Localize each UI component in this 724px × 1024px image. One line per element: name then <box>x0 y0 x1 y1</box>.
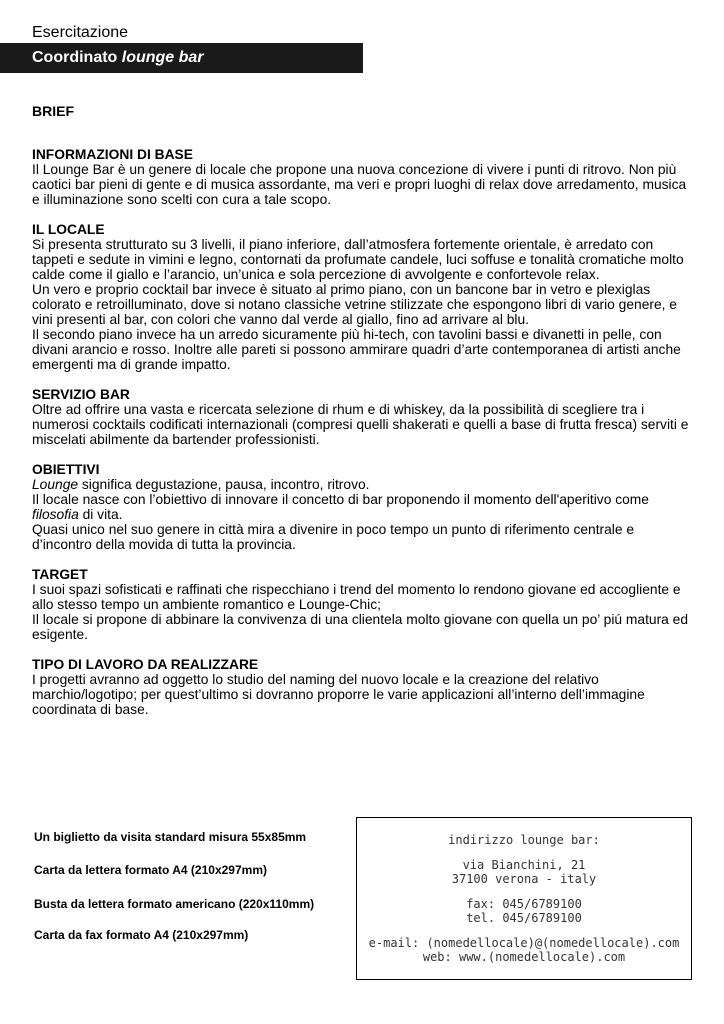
document-label: Esercitazione <box>32 24 129 41</box>
section-text <box>32 477 697 492</box>
section-text: I suoi spazi sofisticati e raffinati che rispecchiano i trend del momento lo rendono giovane ed accogliente e allo stesso tempo un ambiente romantico e Lounge-Chic; <box>32 582 681 612</box>
section-text: Il Lounge Bar è un genere di locale che propone una nuova concezione di vivere i punti di ritrovo. Non più caotici bar pieni di gente e di musica assordante, ma veri e propri luoghi di relax dove arredamento, musica e illuminazione sono scelti con cura a tale scopo. <box>32 162 687 207</box>
section-target <box>32 567 697 642</box>
italic-term: Lounge <box>32 477 79 492</box>
title-italic: lounge bar <box>121 49 204 66</box>
text-run: di vita. <box>78 507 123 522</box>
section-text: Il locale si propone di abbinare la convivenza di una clientela molto giovane con quella un po’ piú matura ed esigente. <box>32 612 689 642</box>
spec-item: Carta da lettera formato A4 (210x297mm) <box>34 863 267 877</box>
section-text <box>32 492 697 522</box>
section-heading: TIPO DI LAVORO DA REALIZZARE <box>32 657 259 672</box>
section-text: Il secondo piano invece ha un arredo sicuramente più hi-tech, con tavolini bassi e divanetti in pelle, con divani arancio e rosso. Inoltre alle pareti si possono ammirare quadri d’arte contemporanea di artisti anche emergenti ma di grande impatto. <box>32 327 681 372</box>
section-text: Oltre ad offrire una vasta e ricercata selezione di rhum e di whiskey, da la possibilità di scegliere tra i numerosi cocktails codificati internazionali (compresi quelli shakerati e quelli a base di frutta fresca) serviti e miscelati abilmente da bartender professionisti. <box>32 402 689 447</box>
text-run: significa degustazione, pausa, incontro, ritrovo. <box>78 477 370 492</box>
section-heading: IL LOCALE <box>32 222 105 237</box>
section-servizio <box>32 387 697 447</box>
section-info <box>32 147 697 207</box>
title-prefix: Coordinato <box>32 49 122 66</box>
section-locale <box>32 222 697 372</box>
title-bar <box>0 43 363 73</box>
address-email: e-mail: (nomedellocale)@(nomedellocale).com <box>368 936 680 950</box>
text-run: Il locale nasce con l’obiettivo di innovare il concetto di bar proponendo il momento dell'aperitivo come <box>32 492 649 507</box>
spec-item: Carta da fax formato A4 (210x297mm) <box>34 928 249 942</box>
address-fax: fax: 045/6789100 <box>466 897 582 911</box>
address-city: 37100 verona - italy <box>451 872 597 886</box>
address-box <box>356 817 692 980</box>
section-text: I progetti avranno ad oggetto lo studio del naming del nuovo locale e la creazione del relativo marchio/logotipo; per quest’ultimo si dovranno proporre le varie applicazioni all’interno dell’immagine coordinata di base. <box>32 672 645 717</box>
spec-item: Busta da lettera formato americano (220x110mm) <box>34 897 315 911</box>
document-title <box>32 49 204 67</box>
spec-item: Un biglietto da visita standard misura 55x85mm <box>34 830 307 844</box>
italic-term: filosofia <box>32 507 79 522</box>
section-heading: TARGET <box>32 567 88 582</box>
section-text: Si presenta strutturato su 3 livelli, il piano inferiore, dall’atmosfera fortemente orientale, è arredato con tappeti e sedute in vimini e legno, contornati da profumate candele, luci soffuse e tonalità cromatiche molto calde come il giallo e l’arancio, un’unica e sola percezione di avvolgente e confortevole relax. <box>32 237 684 282</box>
section-heading: SERVIZIO BAR <box>32 387 130 402</box>
address-street: via Bianchini, 21 <box>462 858 586 872</box>
section-heading: OBIETTIVI <box>32 462 100 477</box>
section-heading: INFORMAZIONI DI BASE <box>32 147 193 162</box>
brief-heading: BRIEF <box>32 103 74 119</box>
section-obiettivi <box>32 462 697 552</box>
section-text: Quasi unico nel suo genere in città mira a divenire in poco tempo un punto di riferimento centrale e d’incontro della movida di tutta la provincia. <box>32 522 635 552</box>
address-tel: tel. 045/6789100 <box>466 911 582 925</box>
address-web: web: www.(nomedellocale).com <box>422 950 626 964</box>
brief-content <box>32 147 697 732</box>
address-label: indirizzo lounge bar: <box>448 833 600 847</box>
section-text: Un vero e proprio cocktail bar invece è situato al primo piano, con un bancone bar in vetro e plexiglas colorato e retroilluminato, dove si notano classiche vetrine stilizzate che espongono libri di vario genere, e vini presenti al bar, con colori che vanno dal verde al giallo, fino ad arrivare al blu. <box>32 282 677 327</box>
section-tipo <box>32 657 697 717</box>
